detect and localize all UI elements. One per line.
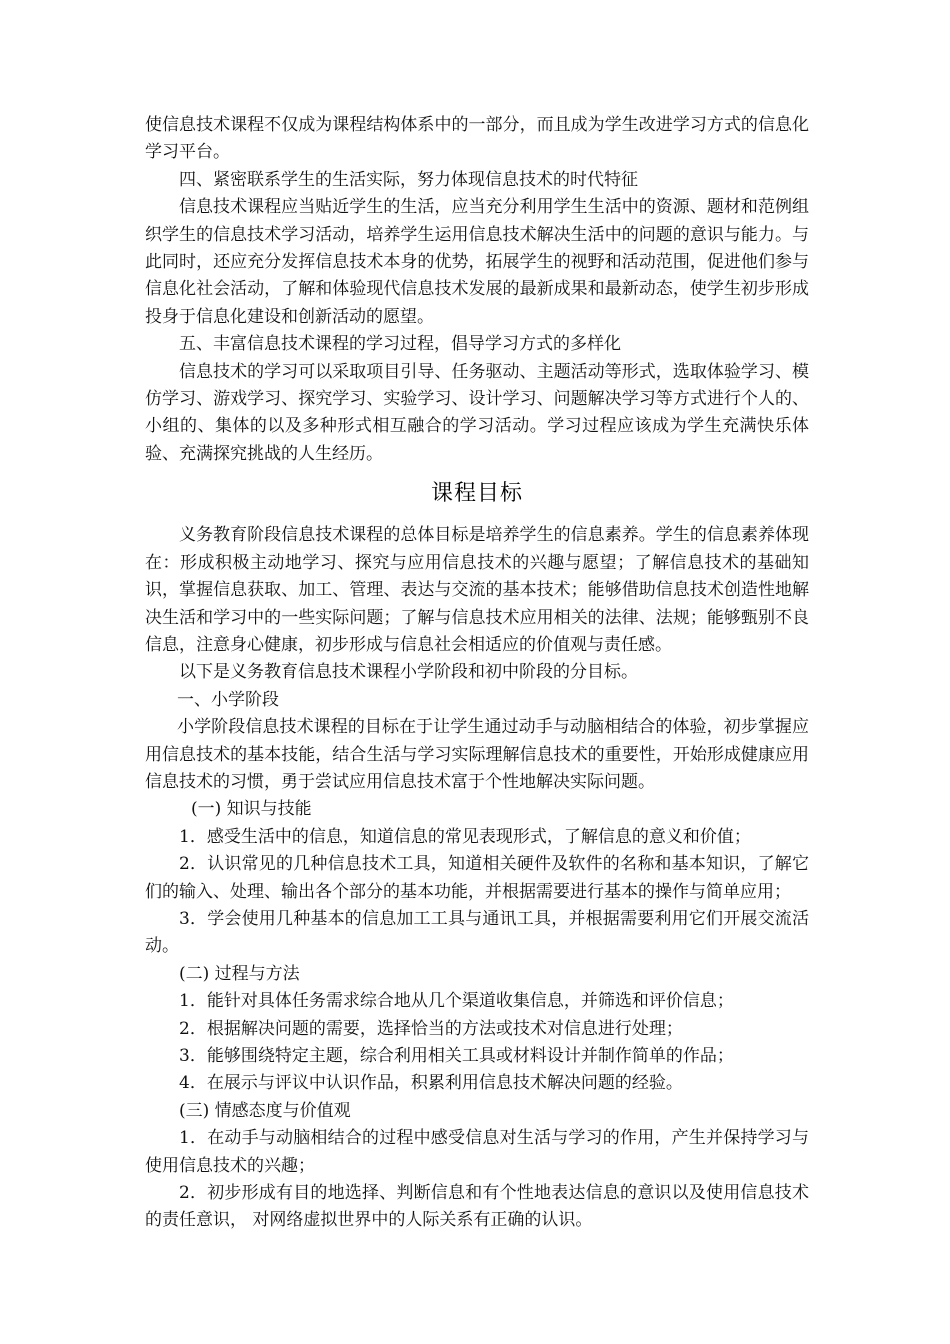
list-item: 1．能针对具体任务需求综合地从几个渠道收集信息，并筛选和评价信息； (179, 991, 734, 1012)
paragraph: 信息技术的学习可以采取项目引导、任务驱动、主题活动等形式，选取体验学习、模仿学习、游戏学习、探究学习、实验学习、设计学习、问题解决学习等方式进行个人的、小组的、集体的以及多种形式相互融合的学习活动。学习过程应该成为学生充满快乐体验、充满探究挑战的人生经历。 (145, 361, 809, 464)
paragraph: 小学阶段信息技术课程的目标在于让学生通过动手与动脑相结合的体验，初步掌握应用信息技术的基本技能，结合生活与学习实际理解信息技术的重要性，开始形成健康应用信息技术的习惯，勇于尝试应用信息技术富于个性地解决实际问题。 (145, 717, 809, 792)
item-heading: 五、丰富信息技术课程的学习过程，倡导学习方式的多样化 (179, 334, 621, 355)
paragraph: 使信息技术课程不仅成为课程结构体系中的一部分，而且成为学生改进学习方式的信息化学习平台。 (145, 115, 809, 163)
section-heading: 课程目标 (430, 481, 523, 507)
list-item: 2．根据解决问题的需要，选择恰当的方法或技术对信息进行处理； (179, 1018, 683, 1039)
list-item: 3．学会使用几种基本的信息加工工具与通讯工具，并根据需要利用它们开展交流活动。 (145, 908, 809, 957)
subsection-heading: (三) 情感态度与价值观 (179, 1100, 351, 1121)
subsection-heading: (一) 知识与技能 (191, 799, 312, 820)
list-item: 2．认识常见的几种信息技术工具，知道相关硬件及软件的名称和基本知识，了解它们的输入、处理、输出各个部分的基本功能，并根据需要进行基本的操作与简单应用； (145, 854, 809, 902)
paragraph: 以下是义务教育信息技术课程小学阶段和初中阶段的分目标。 (179, 662, 638, 683)
list-item: 1．感受生活中的信息，知道信息的常见表现形式，了解信息的意义和价值； (179, 826, 751, 847)
subsection-heading: (二) 过程与方法 (179, 963, 300, 984)
list-item: 2．初步形成有目的地选择、判断信息和有个性地表达信息的意识以及使用信息技术的责任意识， 对网络虚拟世界中的人际关系有正确的认识。 (145, 1183, 809, 1231)
paragraph: 信息技术课程应当贴近学生的生活，应当充分利用学生生活中的资源、题材和范例组织学生的信息技术学习活动，培养学生运用信息技术解决生活中的问题的意识与能力。与此同时，还应充分发挥信息技术本身的优势，拓展学生的视野和活动范围，促进他们参与信息化社会活动，了解和体验现代信息技术发展的最新成果和最新动态，使学生初步形成投身于信息化建设和创新活动的愿望。 (145, 197, 809, 327)
subsection-heading: 一、小学阶段 (177, 689, 279, 710)
list-item: 3．能够围绕特定主题，综合利用相关工具或材料设计并制作简单的作品； (179, 1046, 734, 1066)
list-item: 1．在动手与动脑相结合的过程中感受信息对生活与学习的作用，产生并保持学习与使用信息技术的兴趣； (145, 1128, 809, 1176)
paragraph: 义务教育阶段信息技术课程的总体目标是培养学生的信息素养。学生的信息素养体现在：形成积极主动地学习、探究与应用信息技术的兴趣与愿望；了解信息技术的基础知识，掌握信息获取、加工、管理、表达与交流的基本技术；能够借助信息技术创造性地解决生活和学习中的一些实际问题；了解与信息技术应用相关的法律、法规；能够甄别不良信息，注意身心健康，初步形成与信息社会相适应的价值观与责任感。 (145, 525, 809, 655)
item-heading: 四、紧密联系学生的生活实际，努力体现信息技术的时代特征 (179, 169, 638, 190)
list-item: 4．在展示与评议中认识作品，积累利用信息技术解决问题的经验。 (179, 1073, 683, 1094)
document-page (145, 112, 809, 1235)
